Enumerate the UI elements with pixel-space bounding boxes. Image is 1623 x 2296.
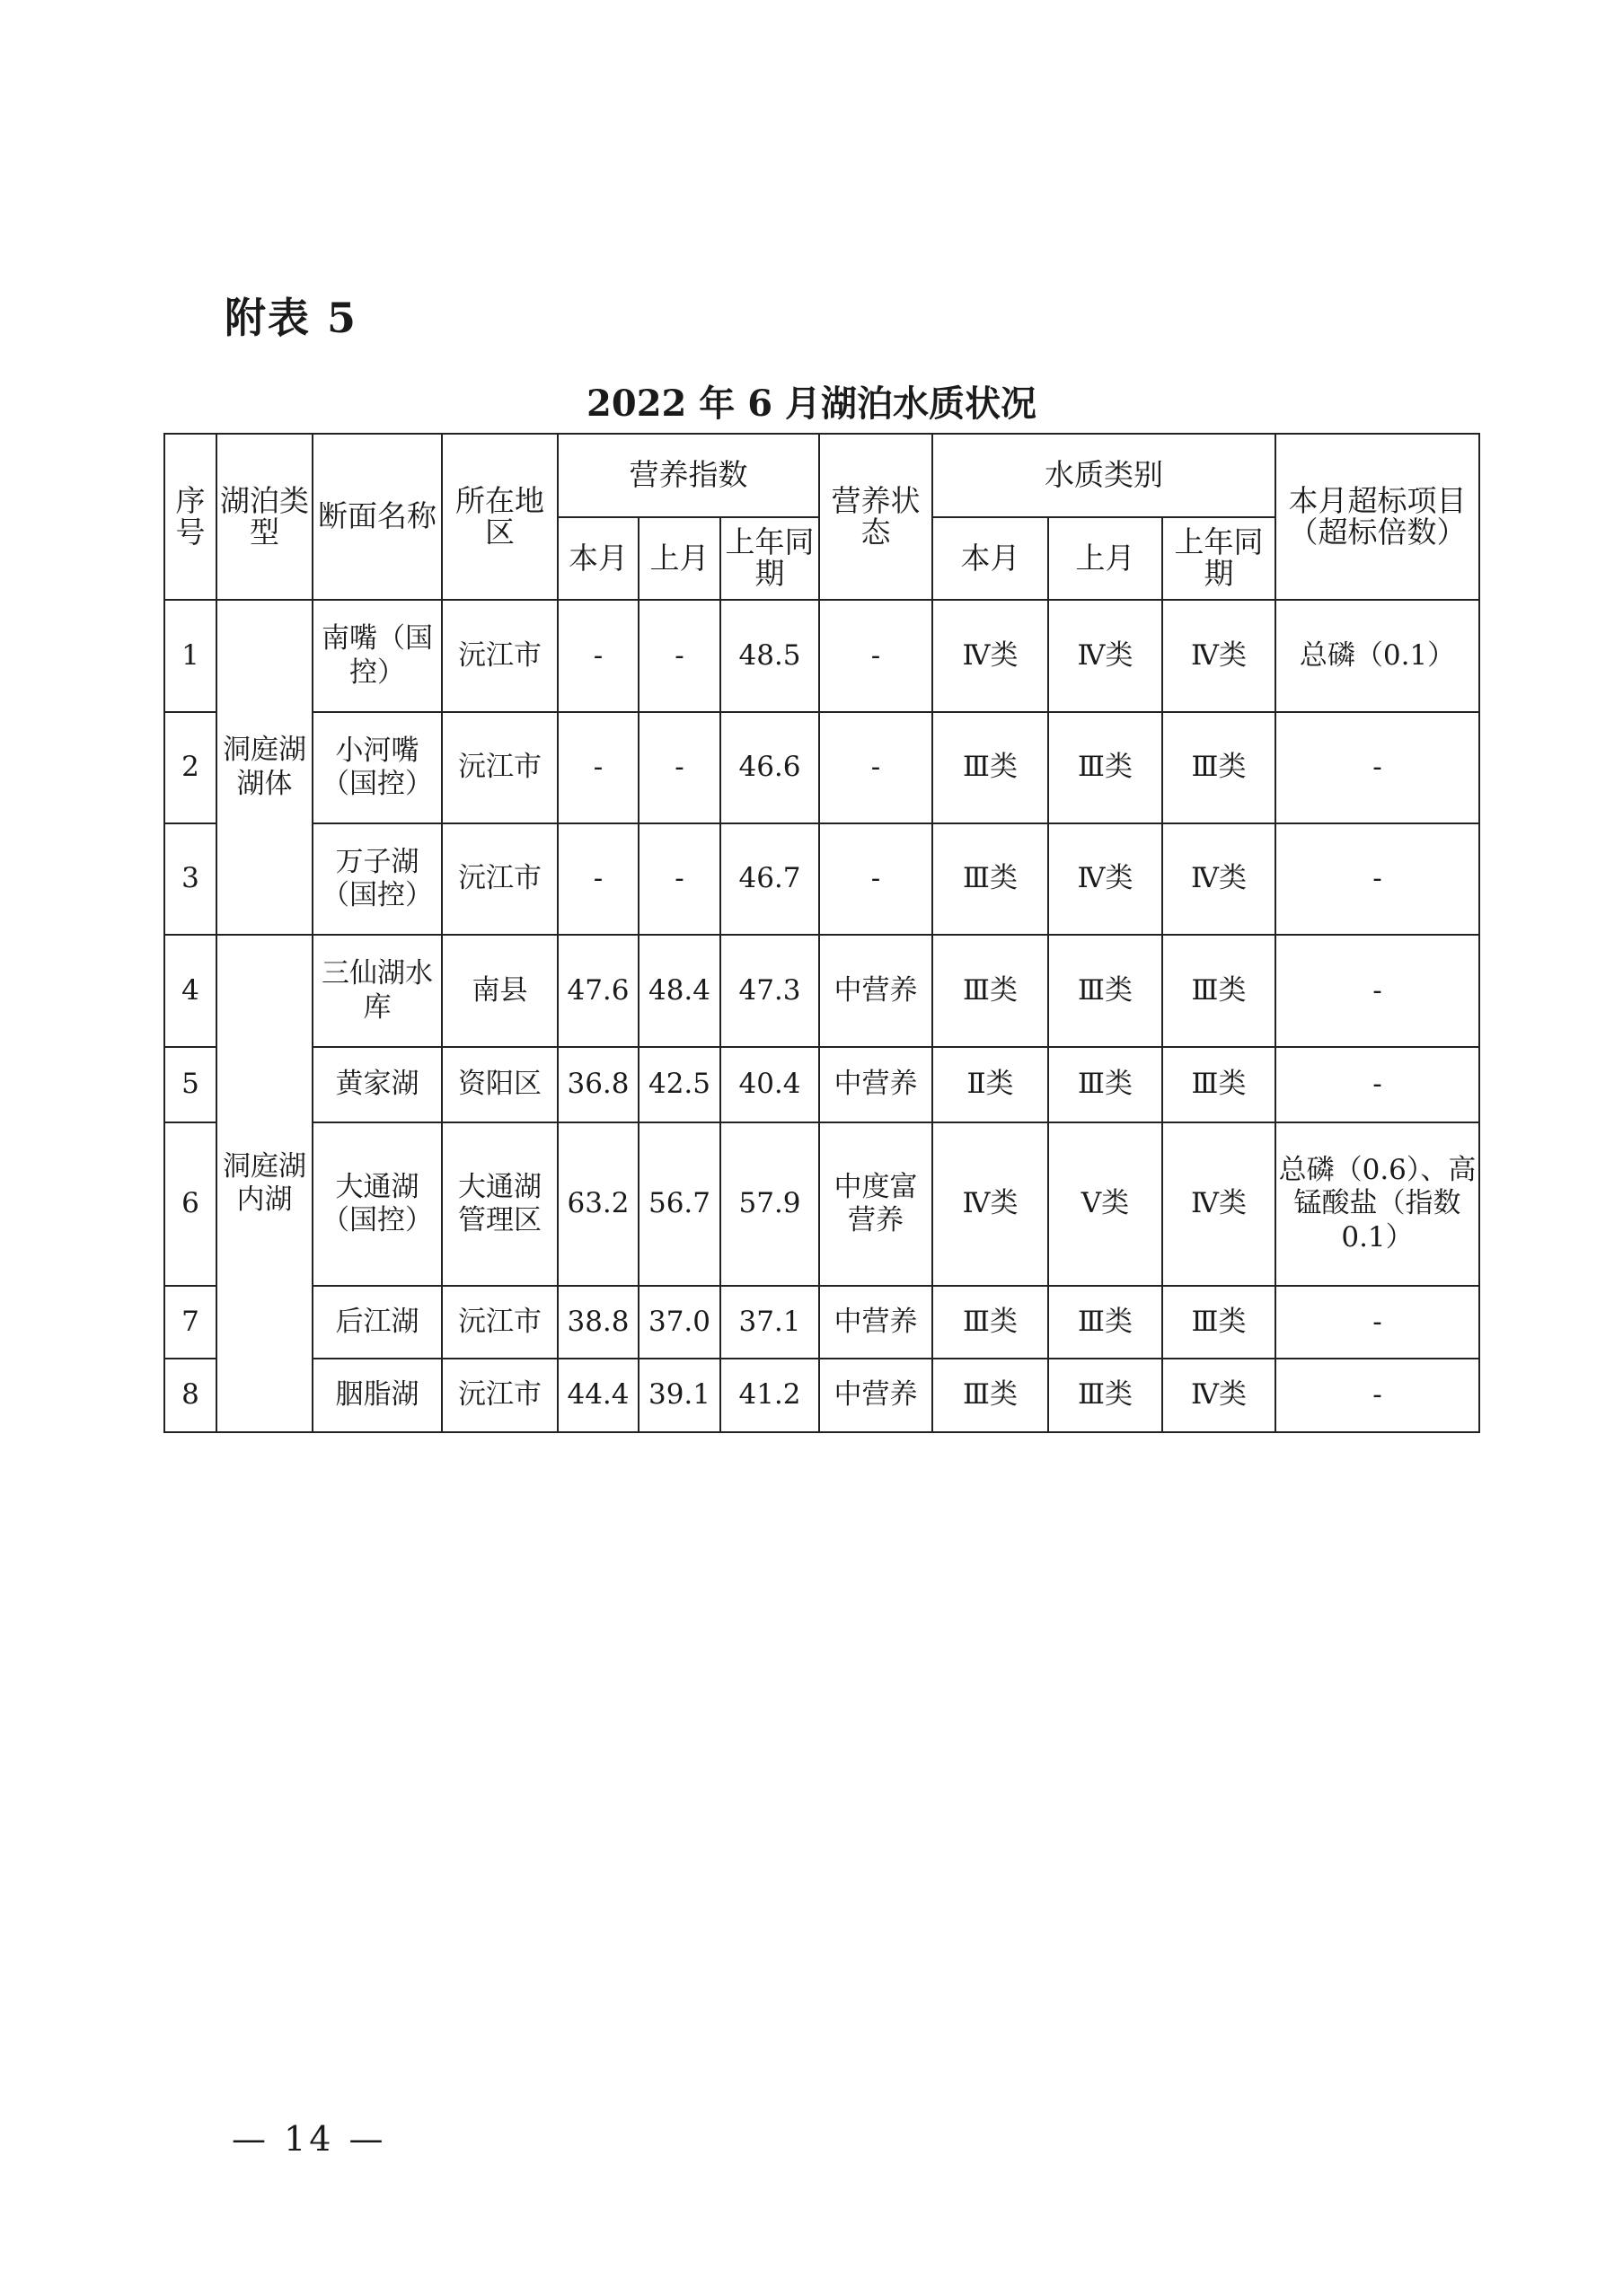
cell-wc-year: Ⅳ类 [1162,600,1275,712]
header-exceed: 本月超标项目（超标倍数） [1275,434,1479,600]
cell-state: - [819,600,932,712]
cell-exceed: 总磷（0.1） [1275,600,1479,712]
table-row [164,1122,1479,1286]
cell-section-name: 后江湖 [313,1286,442,1359]
page-number: — 14 — [232,2119,387,2159]
cell-ti-year: 41.2 [720,1359,819,1432]
table-row [164,935,1479,1047]
cell-wc-this: Ⅱ类 [932,1047,1048,1122]
cell-section-name: 大通湖（国控） [313,1122,442,1286]
cell-wc-last: Ⅳ类 [1048,823,1162,935]
cell-wc-this: Ⅲ类 [932,712,1048,823]
cell-ti-last: 39.1 [639,1359,720,1432]
cell-exceed: - [1275,823,1479,935]
cell-section-name: 万子湖（国控） [313,823,442,935]
cell-state: - [819,823,932,935]
cell-exceed: - [1275,1286,1479,1359]
cell-ti-last: 37.0 [639,1286,720,1359]
cell-wc-last: Ⅲ类 [1048,1359,1162,1432]
cell-wc-this: Ⅳ类 [932,1122,1048,1286]
cell-region: 沅江市 [442,1359,558,1432]
cell-region: 沅江市 [442,1286,558,1359]
cell-ti-this: 36.8 [558,1047,639,1122]
cell-wc-last: Ⅲ类 [1048,1047,1162,1122]
cell-exceed: - [1275,712,1479,823]
cell-wc-this: Ⅲ类 [932,935,1048,1047]
cell-section-name: 三仙湖水库 [313,935,442,1047]
table-row [164,600,1479,712]
cell-region: 大通湖管理区 [442,1122,558,1286]
cell-ti-year: 37.1 [720,1286,819,1359]
cell-wc-this: Ⅲ类 [932,1286,1048,1359]
cell-ti-year: 57.9 [720,1122,819,1286]
header-trophic-state: 营养状态 [819,434,932,600]
table-title: 2022 年 6 月湖泊水质状况 [587,383,1036,425]
header-wc-last-month: 上月 [1048,517,1162,600]
cell-wc-year: Ⅲ类 [1162,1286,1275,1359]
cell-seq: 3 [164,823,216,935]
cell-region: 沅江市 [442,712,558,823]
cell-wc-last: Ⅲ类 [1048,712,1162,823]
cell-ti-last: 48.4 [639,935,720,1047]
cell-ti-this: - [558,712,639,823]
cell-seq: 2 [164,712,216,823]
cell-section-name: 南嘴（国控） [313,600,442,712]
cell-wc-year: Ⅲ类 [1162,935,1275,1047]
cell-seq: 1 [164,600,216,712]
header-water-class: 水质类别 [932,434,1275,517]
cell-ti-this: 44.4 [558,1359,639,1432]
cell-state: 中营养 [819,1359,932,1432]
cell-wc-last: Ⅳ类 [1048,600,1162,712]
cell-wc-last: Ⅲ类 [1048,935,1162,1047]
cell-ti-this: - [558,600,639,712]
header-section-name: 断面名称 [313,434,442,600]
cell-exceed: - [1275,1047,1479,1122]
cell-region: 资阳区 [442,1047,558,1122]
cell-ti-year: 48.5 [720,600,819,712]
cell-ti-last: 56.7 [639,1122,720,1286]
cell-ti-last: 42.5 [639,1047,720,1122]
header-wc-last-year: 上年同期 [1162,517,1275,600]
table-row [164,1047,1479,1122]
cell-ti-year: 46.7 [720,823,819,935]
cell-seq: 8 [164,1359,216,1432]
cell-ti-last: - [639,823,720,935]
cell-wc-last: Ⅲ类 [1048,1286,1162,1359]
header-ti-last-month: 上月 [639,517,720,600]
cell-wc-last: Ⅴ类 [1048,1122,1162,1286]
cell-state: - [819,712,932,823]
cell-wc-this: Ⅲ类 [932,823,1048,935]
header-seq: 序号 [164,434,216,600]
cell-ti-this: 38.8 [558,1286,639,1359]
cell-state: 中营养 [819,1286,932,1359]
lake-water-quality-table [163,433,1480,1433]
cell-lake-type: 洞庭湖内湖 [216,935,313,1432]
cell-seq: 7 [164,1286,216,1359]
cell-wc-year: Ⅲ类 [1162,1047,1275,1122]
cell-wc-year: Ⅳ类 [1162,823,1275,935]
table-row [164,823,1479,935]
cell-ti-year: 47.3 [720,935,819,1047]
cell-ti-year: 40.4 [720,1047,819,1122]
cell-wc-year: Ⅲ类 [1162,712,1275,823]
cell-ti-this: 47.6 [558,935,639,1047]
cell-lake-type: 洞庭湖湖体 [216,600,313,935]
cell-ti-last: - [639,600,720,712]
header-trophic-index: 营养指数 [558,434,819,517]
cell-wc-this: Ⅳ类 [932,600,1048,712]
cell-exceed: 总磷（0.6）、高锰酸盐（指数 0.1） [1275,1122,1479,1286]
header-ti-this-month: 本月 [558,517,639,600]
header-ti-last-year: 上年同期 [720,517,819,600]
cell-wc-year: Ⅳ类 [1162,1359,1275,1432]
cell-seq: 5 [164,1047,216,1122]
cell-exceed: - [1275,1359,1479,1432]
cell-ti-this: 63.2 [558,1122,639,1286]
cell-seq: 4 [164,935,216,1047]
cell-ti-last: - [639,712,720,823]
cell-region: 南县 [442,935,558,1047]
table-row [164,712,1479,823]
cell-wc-this: Ⅲ类 [932,1359,1048,1432]
cell-region: 沅江市 [442,600,558,712]
cell-ti-year: 46.6 [720,712,819,823]
cell-state: 中度富营养 [819,1122,932,1286]
header-lake-type: 湖泊类型 [216,434,313,600]
cell-section-name: 胭脂湖 [313,1359,442,1432]
table-row [164,1359,1479,1432]
cell-seq: 6 [164,1122,216,1286]
appendix-label: 附表 5 [225,294,358,342]
cell-section-name: 黄家湖 [313,1047,442,1122]
header-region: 所在地区 [442,434,558,600]
cell-ti-this: - [558,823,639,935]
cell-section-name: 小河嘴（国控） [313,712,442,823]
cell-wc-year: Ⅳ类 [1162,1122,1275,1286]
cell-region: 沅江市 [442,823,558,935]
cell-state: 中营养 [819,1047,932,1122]
cell-state: 中营养 [819,935,932,1047]
cell-exceed: - [1275,935,1479,1047]
header-wc-this-month: 本月 [932,517,1048,600]
table-row [164,1286,1479,1359]
